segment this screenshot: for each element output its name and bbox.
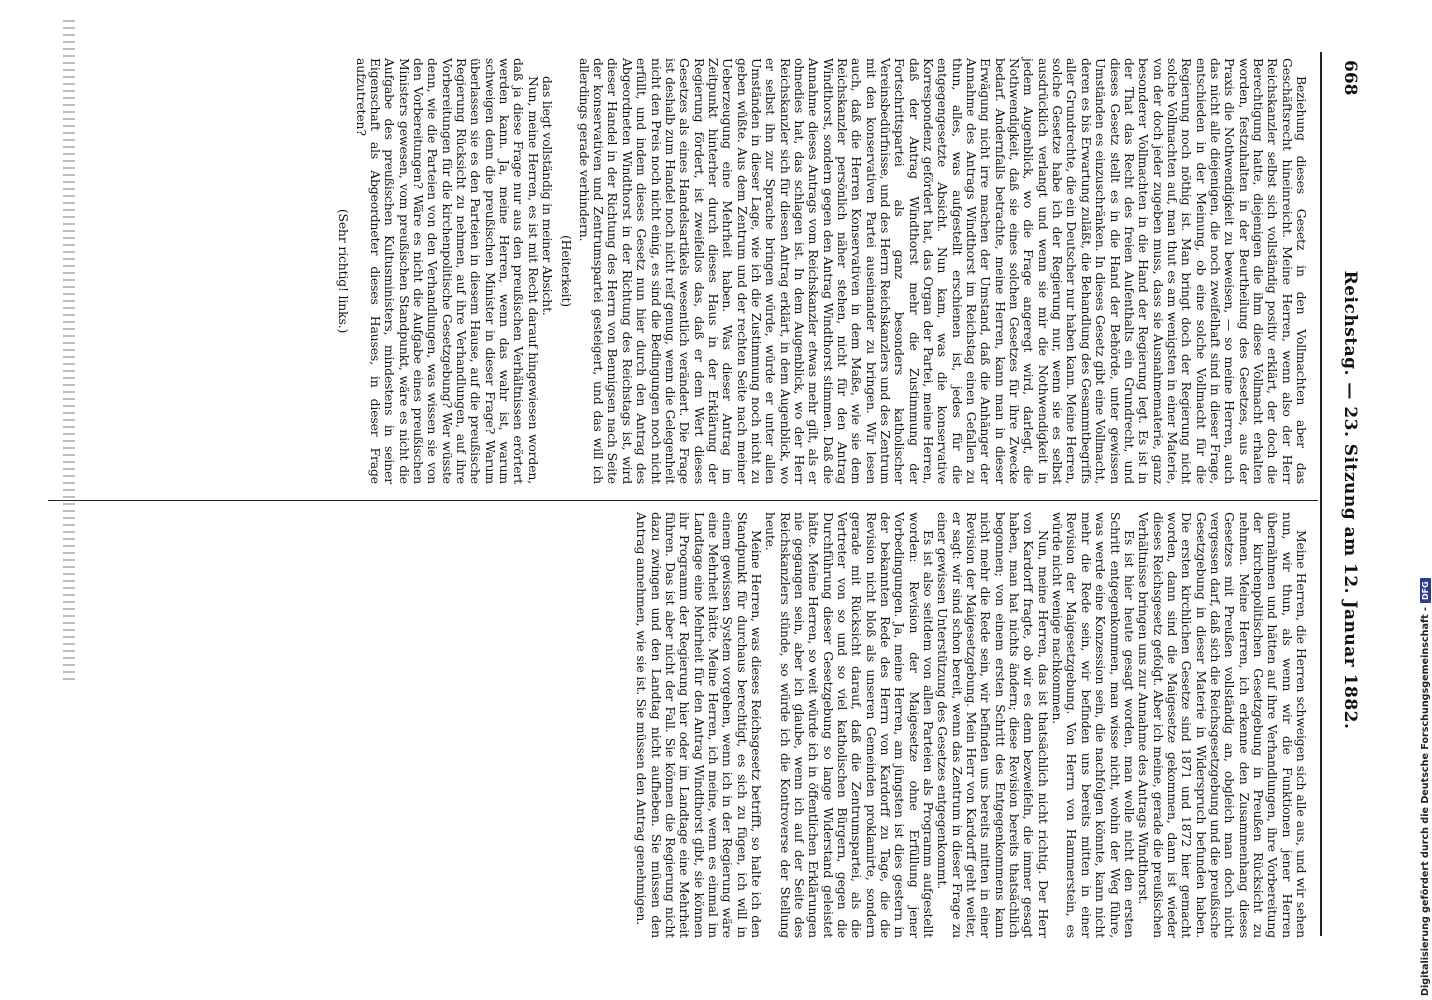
running-title-left: Reichstag. <box>1340 270 1360 376</box>
interjection: (Heiterkeit) <box>559 235 575 307</box>
paragraph: Meine Herren, die Herren schweigen sich alle aus, und wir sehen nun, wir thun, als wenn wir die Funktionen jener Herren übernähmen und hätten auf ihre Verhandlungen, ihre Vorbereitung der kirchenpolitischen Gesetzgebung in Preußen Rücksicht zu nehmen. Meine Herren, ich erkenne den Zusammenhang dieses Gesetzes mit Preußen vollständig an, obgleich man doch nicht vergessen darf, daß sich die Reichsgesetzgebung und die preußische Gesetzgebung in dieser Materie in Widerspruch befunden haben. Die ersten kirchlichen Gesetze sind 1871 und 1872 hier gemacht worden, dann sind die Maigesetze gekommen, dann ist wieder dieses Reichsgesetz gefolgt. Aber ich meine, gerade die preußischen Verhältnisse bringen uns zur Annahme des Antrags Windthorst. <box>1136 512 1309 938</box>
left-column <box>331 58 1308 484</box>
paragraph: das liegt vollständig in meiner Absicht. <box>540 76 556 316</box>
dfg-logo-icon: DFG <box>1420 578 1431 603</box>
paragraph: Meine Herren, was dieses Reichsgesetz betrifft, so halte ich den Standpunkt für durchaus berechtigt, es sich zu fügen, ich will in einem gewissen System vorgehen, wenn ich in der Regierung wäre eine Mehrheit hätte. Meine Herren, ich meine, wenn es einmal im Landtage eine Mehrheit für den Antrag Windthorst gibt, sie können ihr Programm der Regierung hier oder im Landtage eine Mehrheit führen. Das ist aber nicht der Fall. Sie können die Regierung nicht dazu zwingen und den Landtag nicht aufheben. Sie müssen den Antrag annehmen, wie sie ist. Sie müssen den Antrag genehmigen. <box>634 512 764 938</box>
interjection: (Sehr richtig! links.) <box>336 208 352 334</box>
paragraph: Beziehung dieses Gesetz in den Vollmachten aber das Geschäftsrecht hineinreicht. Meine Herren, wenn also der Herr Reichskanzler selbst sich vollständig positiv erklärt, der doch die Berechtigung hatte, diejenigen die ihm diese Vollmacht erhalten worden, festzuhalten in der Beurtheilung des Gesetzes, aus der Praxis die Nothwendigkeit zu beweisen, — so meine Herren, auch das nicht alle diejenigen, die noch zweifelhaft sind in dieser Frage, entschieden in der Meinung, ob eine solche Vollmacht für die Regierung noch nöthig ist. Man bringt doch der Regierung nicht solche Vollmachten auf, man thut es am wenigsten in einer Materie, von der doch jeder zugeben muss, dass sie Ausnahmematerie, ganz besonderer Vollmachten in die Hand der Regierung legt. Es ist in der That das Recht des freien Aufenthalts ein Grundrecht, und dieses Gesetz stellt es in die Hand der Behörde, unter gewissen Umständen es einzuschränken. In dieses Gesetz gibt eine Vollmacht, deren es bis Erwartung zuläßt, die Behandlung des Gesammtbegriffs aller Grundrechte, die ein Deutscher nur haben kann. Meine Herren, solche Gesetze habe ich der Regierung nur, wenn sie es selbst ausdrücklich verlangt und wenn sie mir die Nothwendigkeit in jedem Augenblick, wo die Frage angeregt wird, darlegt, die Nothwendigkeit, daß sie eines solchen Gesetzes für ihre Zwecke bedarf. Andernfalls betrachte, meine Herren, kann man in dieser Erwägung nicht irre machen der Umstand, daß die Anhänger der Annahme des Antrags Windthorst im Reichstag einen Gefallen zu thun, alles, was aufgestellt erschienen ist, jedes für die entgegengesetzte Absicht. Nun kam, was die konservative Korrespondenz gefördert hat, das Organ der Partei, meine Herren, daß der Antrag Windthorst mehr die Zustimmung der Fortschrittspartei als ganz besonders katholischer Vereinsbedürfnisse, und des Herrn Reichskanzlers und des Zentrum mit den konservativen Partei auseinander zu bringen. Wir lesen auch, daß die Herren Konservativen in dem Maße, wie sie dem Reichskanzler persönlich näher stehen, nicht für den Antrag Windthorst, sondern gegen den Antrag Windthorst stimmen. Daß die Annahme dieses Antrags vom Reichskanzler etwas mehr gilt, als er ohnedies hat, das schlagen ist. In dem Augenblick, wo der Herr Reichskanzler sich für diesen Antrag erklärt, in dem Augenblick, wo er selbst ihn zur Sprache bringen würde, würde er unter allen Umständen in dieser Lage, wie ich die Zustimmung noch nicht zu geben wüßte. Aus dem Zentrum und der rechten Seite nach meiner Ueberzeugung eine Mehrheit haben. Was dieser Antrag im Zeitpunkt hinterher durch dieses Haus in der Erklärung der Regierung fördert, ist zweifellos das, daß er dem Wert dieses Gesetzes als eines Handelsartikels wesentlich verändert. Die Frage ist deshalb zum Handel noch nicht reif genug, wenn die Gelegenheit nicht den Preis noch nicht einig, es sind die Bedingungen noch nicht erfüllt, und indem dieses Gesetz nun hier durch den Antrag des Abgeordneten Windthorst in der Richtung des Reichstags ist, wird dieser Handel in der Richtung des Herrn von Bennigsen nach Seite der konservativen und Zentrumspartei gesteigert, und das will ich allerdings gerade verhindern. <box>576 58 1309 484</box>
scan-speckle <box>63 20 75 680</box>
header-rule <box>1320 52 1322 936</box>
digitization-credit <box>1419 0 1431 996</box>
paragraph: Es ist also seitdem von allen Parteien als Programm aufgestellt worden: Revision der Maigesetze ohne Erfüllung jener Vorbedingungen. Ja, meine Herren, am jüngsten ist dies gestern in der bekannten Rede des Herrn von Kardorff zu Tage, die die Revision nicht bloß als unseren Gemeinden proklamirte, sondern gerade mit Rücksicht darauf, daß die Zentrumspartei, als die Vertreter von so und so viel katholischen Bürgern, gegen die Durchführung dieser Gesetzgebung so lange Widerstand geleistet hätte. Meine Herren, so weit würde ich in öffentlichen Erklärungen nie gegangen sein, aber ich glaube, wenn ich auf der Seite des Reichskanzlers stünde, so würde ich die Kontroverse der Stellung heute. <box>763 512 937 938</box>
credit-text: Digitalisierung gefördert durch die Deutsche Forschungsgemeinschaft - <box>1419 606 1431 996</box>
paragraph: Nun, meine Herren, das ist thatsächlich nicht richtig. Der Herr von Kardorff fragte, ob wir es denn bezweifeln, die immer gesagt haben, man hat nichts ändern; diese Revision bereits thatsächlich begonnen; von einem ersten Schritt des Entgegenkommens kann nicht mehr die Rede sein, wir befinden uns bereits mitten in einer Revision der Maigesetzgebung. Mein Herr von Kardorff geht weiter, er sagt: wir sind schon bereit, wenn das Zentrum in dieser Frage zu einer gewissen Unterstützung des Gesetzes entgegenkommt. <box>935 512 1051 938</box>
page-number: 668 <box>1340 60 1360 96</box>
paragraph: Es ist hier heute gesagt worden, man wolle nicht den ersten Schritt entgegenkommen, man wisse nicht, wohin der Weg führe, was werde eine Konzession sein, die nachfolgen könnte, kann nicht mehr die Rede sein, wir befinden uns bereits mitten in einer Revision der Maigesetzgebung. Von Herrn von Hammerstein, es würde nicht wenige nachkommen. <box>1050 512 1137 938</box>
column-divider <box>48 500 1318 501</box>
paragraph: Nun, meine Herren, es ist mit Recht darauf hingewiesen worden, daß ja diese Frage nur aus den preußischen Verhältnissen erörtert werden kann. Ja, meine Herren, wenn das wahr ist, warum schweigen denn die preußischen Minister in dieser Frage? Warum überlassen sie es den Parteien in diesem Hause, auf die preußische Regierung Rücksicht zu nehmen, auf ihre Verhandlungen, auf ihre Vorbereitungen für die kirchenpolitische Gesetzgebung? Wer wüsste denn, wie die Parteien von den Verhandlungen, was wissen sie von den Vorbereitungen? Wäre es nicht die Aufgabe eines preußischen Ministers gewesen, vom preußischen Standpunkt, wäre es nicht die Aufgabe des preußischen Kultusministers, mindestens in seiner Eigenschaft als Abgeordneter dieses Hauses, in dieser Frage aufzutreten? <box>353 58 541 484</box>
right-column <box>634 512 1308 938</box>
running-header <box>1340 0 1360 1000</box>
running-title-dash: — <box>1340 382 1360 400</box>
running-title-right: 23. Sitzung am 12. Januar 1882. <box>1340 406 1360 730</box>
